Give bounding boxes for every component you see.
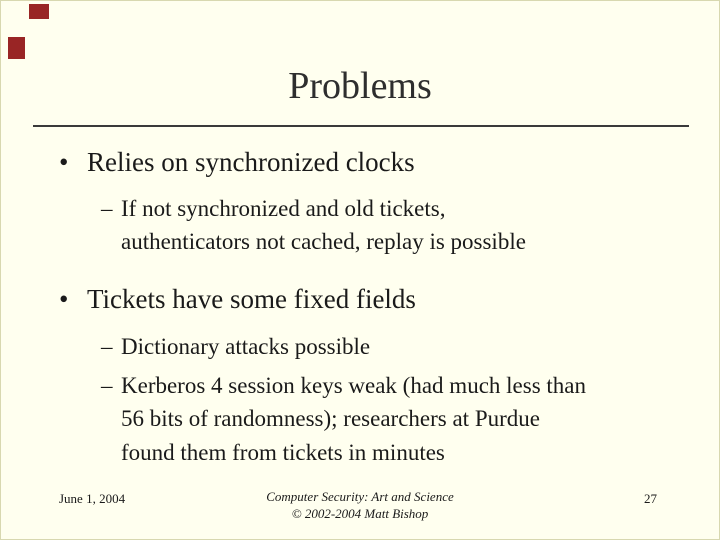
bullet-item: [59, 145, 679, 180]
footer-citation: [266, 489, 454, 523]
bullet-text: Relies on synchronized clocks: [87, 146, 415, 177]
slide-footer: [1, 489, 719, 523]
sub-bullet-item: [101, 330, 679, 363]
sub-bullet-marker: –: [101, 195, 113, 221]
accent-mark-left: [8, 37, 25, 59]
bullet-item: [59, 282, 679, 317]
sub-bullet-text: Dictionary attacks possible: [121, 333, 371, 359]
footer-page-number: 27: [644, 491, 657, 506]
sub-bullet-marker: –: [101, 372, 113, 398]
footer-copyright: © 2002-2004 Matt Bishop: [291, 505, 429, 521]
sub-bullet-text: If not synchronized and old tickets, authenticators not cached, replay is possible: [121, 195, 526, 255]
bullet-list: [1, 127, 719, 469]
sub-bullet-text: Kerberos 4 session keys weak (had much less than 56 bits of randomness); researchers at Purdue found them from tickets in minutes: [121, 372, 586, 465]
footer-citation-title: Computer Security: Art and Science: [266, 489, 454, 504]
slide-title: Problems: [288, 65, 432, 107]
bullet-text: Tickets have some fixed fields: [87, 284, 416, 315]
bullet-marker: •: [59, 284, 69, 315]
sub-bullet-item: [101, 192, 571, 259]
sub-bullet-item: [101, 369, 591, 469]
bullet-marker: •: [59, 146, 69, 177]
accent-mark-top: [29, 4, 49, 19]
footer-date: June 1, 2004: [59, 491, 126, 506]
sub-bullet-marker: –: [101, 333, 113, 359]
